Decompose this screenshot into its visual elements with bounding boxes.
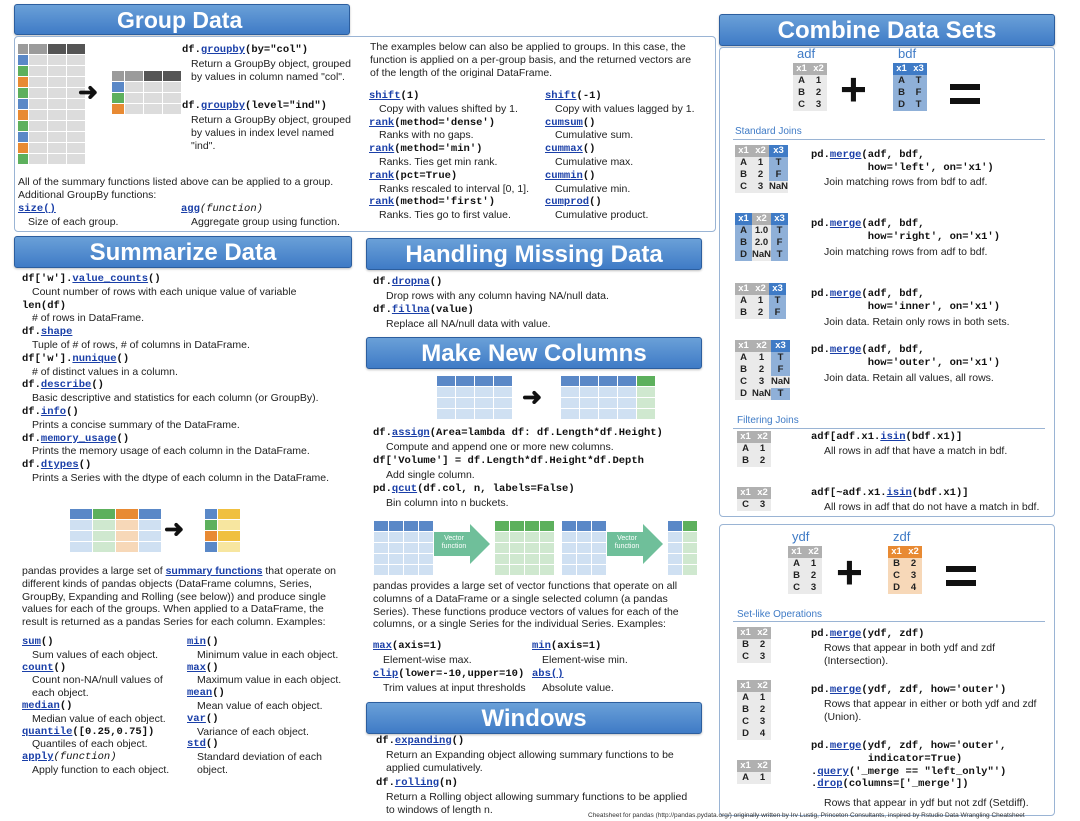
- left-join-table: x1 x2 x3 A 1 T B 2 F C 3 NaN: [735, 145, 788, 193]
- assign-code: df.assign(Area=lambda df: df.Length*df.Height): [373, 427, 663, 439]
- function-desc: Cumulative product.: [555, 209, 649, 222]
- agg-code: agg(function): [181, 203, 263, 215]
- equals-icon: [950, 84, 980, 104]
- min-code: min(axis=1): [532, 640, 602, 652]
- function-desc: Copy with values shifted by 1.: [379, 102, 518, 115]
- function-desc: # of distinct values in a column.: [32, 365, 178, 378]
- outer-join-desc: Join data. Retain all values, all rows.: [824, 372, 994, 384]
- intersection-desc: Rows that appear in both ydf and zdf (Intersection).: [824, 642, 996, 667]
- right-join-code: pd.merge(adf, bdf, how='right', on='x1'): [811, 218, 1001, 243]
- function-code: df.memory_usage(): [22, 432, 130, 445]
- function-code: rank(method='min'): [369, 143, 483, 156]
- function-desc: Apply function to each object.: [32, 763, 170, 776]
- standard-joins-divider: [733, 139, 1045, 140]
- agg-desc: Aggregate group using function.: [191, 216, 340, 228]
- notin-desc: All rows in adf that do not have a match in bdf.: [824, 501, 1040, 513]
- function-code: sum(): [22, 636, 54, 648]
- inner-join-table: x1 x2 x3 A 1 T B 2 F: [735, 283, 786, 319]
- isin-desc: All rows in adf that have a match in bdf.: [824, 445, 1008, 457]
- new-columns-header: Make New Columns: [366, 337, 702, 369]
- zdf-table: x1 x2 B 2 C 3 D 4: [888, 546, 922, 594]
- function-code: var(): [187, 712, 219, 725]
- right-join-table: x1 x2 x3 A 1.0 T B 2.0 F D NaN T: [735, 213, 788, 261]
- function-code: count(): [22, 661, 67, 674]
- combine-header: Combine Data Sets: [719, 14, 1055, 46]
- dropna-code: df.dropna(): [373, 276, 443, 288]
- vector-output-table-2: [668, 521, 697, 575]
- function-desc: Standard deviation of each object.: [197, 751, 322, 776]
- isin-code: adf[adf.x1.isin(bdf.x1)]: [811, 431, 963, 443]
- rolling-desc: Return a Rolling object allowing summary functions to be applied to windows of length n.: [386, 791, 688, 816]
- zdf-label: zdf: [893, 529, 911, 544]
- max-desc: Element-wise max.: [383, 654, 472, 666]
- function-desc: Cumulative max.: [555, 155, 634, 168]
- plus-icon: +: [836, 546, 863, 598]
- function-desc: Cumulative sum.: [555, 129, 634, 142]
- left-join-desc: Join matching rows from bdf to adf.: [824, 176, 988, 188]
- inner-join-code: pd.merge(adf, bdf, how='inner', on='x1'): [811, 288, 1001, 313]
- grouped-table-illustration: [18, 44, 85, 164]
- function-code: std(): [187, 738, 219, 751]
- vector-function-label-2: Vector function: [614, 535, 640, 550]
- function-desc: Median value of each object.: [32, 712, 166, 725]
- function-code: df.dtypes(): [22, 459, 92, 472]
- filtering-joins-label: Filtering Joins: [737, 415, 799, 426]
- ydf-table: x1 x2 A 1 B 2 C 3: [788, 546, 822, 594]
- bdf-label: bdf: [898, 46, 917, 61]
- groupby-level-desc: Return a GroupBy object, grouped by values in index level named "ind".: [191, 114, 351, 152]
- vector-input-column: [562, 521, 606, 575]
- vector-functions-paragraph: pandas provides a large set of vector functions that operate on all columns of a DataFrame or a single selected column (a pandas Series). These functions produce vectors of values for each of the columns, or a single Series for the individual Series. Examples:: [373, 580, 679, 631]
- function-code: rank(method='dense'): [369, 116, 496, 129]
- outer-join-table: x1 x2 x3 A 1 T B 2 F C 3 NaN D NaN T: [735, 340, 790, 400]
- volume-code: df['Volume'] = df.Length*df.Height*df.Depth: [373, 455, 644, 467]
- function-code: quantile([0.25,0.75]): [22, 725, 155, 738]
- adf-label: adf: [797, 46, 816, 61]
- summary-functions-paragraph: pandas provides a large set of summary functions that operate on different kinds of pandas objects (DataFrame columns, Series, GroupBy, Expanding and Rolling (see below)) and produce single values for each of the groups. When applied to a DataFrame, the result is returned as a pandas Series for each column. Examples:: [22, 565, 337, 629]
- summary-functions-link[interactable]: summary functions: [165, 565, 263, 577]
- function-code: rank(pct=True): [369, 169, 458, 182]
- function-code: df.describe(): [22, 379, 104, 392]
- union-desc: Rows that appear in either or both ydf and zdf (Union).: [824, 698, 1037, 723]
- group-data-header: Group Data: [14, 4, 350, 35]
- group-summary-note: All of the summary functions listed above can be applied to a group.: [18, 176, 334, 188]
- min-desc: Element-wise min.: [542, 654, 628, 666]
- function-desc: Minimum value in each object.: [197, 648, 339, 661]
- vector-input-table: [374, 521, 433, 575]
- right-join-desc: Join matching rows from adf to bdf.: [824, 246, 988, 258]
- rolling-code: df.rolling(n): [376, 777, 458, 789]
- fillna-code: df.fillna(value): [373, 304, 474, 316]
- summarize-data-header: Summarize Data: [14, 236, 352, 268]
- summary-right-funcs: [187, 636, 347, 777]
- function-desc: Quantiles of each object.: [32, 738, 148, 751]
- function-desc: Cumulative min.: [555, 182, 631, 195]
- clip-code: clip(lower=-10,upper=10): [373, 668, 525, 680]
- function-desc: Ranks with no gaps.: [379, 129, 474, 142]
- notin-code: adf[~adf.x1.isin(bdf.x1)]: [811, 487, 969, 499]
- expanding-code: df.expanding(): [376, 735, 465, 747]
- group-additional: Additional GroupBy functions:: [18, 189, 157, 201]
- vector-output-table-1: [495, 521, 554, 575]
- function-code: cumsum(): [545, 116, 596, 129]
- abs-code: abs(): [532, 668, 564, 680]
- arrow-right-icon: ➜: [522, 384, 543, 411]
- volume-desc: Add single column.: [386, 469, 475, 481]
- notin-table: x1 x2 C 3: [737, 487, 771, 511]
- function-code: df['w'].nunique(): [22, 352, 130, 365]
- groupby-col-desc: Return a GroupBy object, grouped by values in column named "col".: [191, 58, 351, 83]
- intersection-code: pd.merge(ydf, zdf): [811, 628, 925, 640]
- isin-table: x1 x2 A 1 B 2: [737, 431, 771, 467]
- setdiff-desc: Rows that appear in ydf but not zdf (Setdiff).: [824, 797, 1029, 809]
- function-desc: Prints a Series with the dtype of each column in the DataFrame.: [32, 471, 330, 484]
- function-desc: # of rows in DataFrame.: [32, 312, 145, 325]
- function-desc: Tuple of # of rows, # of columns in DataFrame.: [32, 338, 250, 351]
- function-code: cummin(): [545, 169, 596, 182]
- function-code: max(): [187, 661, 219, 674]
- footer-credit: Cheatsheet for pandas (http://pandas.pydata.org/) originally written by Irv Lustig, Princeton Consultants, inspired by Rstudio Data Wrangling Cheatsheet: [588, 812, 1025, 819]
- group-left-funcs: [369, 90, 544, 223]
- new-columns-after-illustration: [561, 376, 655, 419]
- group-right-funcs: [545, 90, 710, 223]
- arrow-right-icon: ➜: [78, 79, 99, 106]
- function-code: rank(method='first'): [369, 196, 496, 209]
- missing-data-header: Handling Missing Data: [366, 238, 702, 270]
- function-code: df.shape: [22, 326, 73, 339]
- inner-join-desc: Join data. Retain only rows in both sets.: [824, 316, 1010, 328]
- function-desc: Ranks. Ties go to first value.: [379, 209, 511, 222]
- expanding-desc: Return an Expanding object allowing summary functions to be applied cumulatively.: [386, 749, 674, 774]
- filtering-joins-divider: [733, 428, 1045, 429]
- adf-table: x1 x2 A 1 B 2 C 3: [793, 63, 827, 111]
- group-intro: The examples below can also be applied to groups. In this case, the function is applied on a per-group basis, and the returned vectors are of the length of the original DataFrame.: [370, 41, 692, 79]
- function-desc: Basic descriptive and statistics for each column (or GroupBy).: [32, 392, 319, 405]
- function-desc: Maximum value in each object.: [197, 674, 342, 687]
- function-desc: Prints a concise summary of the DataFrame.: [32, 418, 240, 431]
- set-like-label: Set-like Operations: [737, 609, 823, 620]
- function-code: shift(1): [369, 90, 420, 102]
- setdiff-table: x1 x2 A 1: [737, 760, 771, 784]
- function-desc: Prints the memory usage of each column in the DataFrame.: [32, 445, 310, 458]
- summarize-items: [22, 273, 362, 486]
- equals-icon: [946, 566, 976, 586]
- function-code: df['w'].value_counts(): [22, 273, 161, 285]
- function-desc: Variance of each object.: [197, 725, 309, 738]
- clip-desc: Trim values at input thresholds: [383, 682, 526, 694]
- plus-icon: +: [840, 63, 867, 115]
- function-code: cumprod(): [545, 196, 602, 209]
- fillna-desc: Replace all NA/null data with value.: [386, 318, 551, 330]
- function-desc: Count number of rows with each unique value of variable: [32, 285, 297, 298]
- new-columns-before-illustration: [437, 376, 512, 419]
- grouped-result-illustration: [112, 71, 181, 114]
- outer-join-code: pd.merge(adf, bdf, how='outer', on='x1'): [811, 344, 1001, 369]
- union-table: x1 x2 A 1 B 2 C 3 D 4: [737, 680, 771, 740]
- vector-function-label-1: Vector function: [441, 535, 467, 550]
- assign-desc: Compute and append one or more new columns.: [386, 441, 614, 453]
- arrow-right-icon: ➜: [164, 516, 185, 543]
- union-code: pd.merge(ydf, zdf, how='outer'): [811, 684, 1007, 696]
- summary-table-illustration: [70, 509, 161, 552]
- left-join-code: pd.merge(adf, bdf, how='left', on='x1'): [811, 149, 994, 174]
- groupby-col-code: df.groupby(by="col"): [182, 44, 309, 56]
- function-desc: Ranks rescaled to interval [0, 1].: [379, 182, 529, 195]
- function-desc: Ranks. Ties get min rank.: [379, 155, 498, 168]
- intersection-table: x1 x2 B 2 C 3: [737, 627, 771, 663]
- function-code: len(df): [22, 299, 67, 312]
- summary-left-funcs: [22, 636, 187, 777]
- qcut-desc: Bin column into n buckets.: [386, 497, 509, 509]
- summary-result-illustration: [205, 509, 240, 552]
- ydf-label: ydf: [792, 529, 810, 544]
- function-code: df.info(): [22, 405, 79, 418]
- windows-header: Windows: [366, 702, 702, 734]
- abs-desc: Absolute value.: [542, 682, 614, 694]
- function-code: shift(-1): [545, 90, 602, 102]
- function-code: median(): [22, 699, 73, 712]
- function-desc: Mean value of each object.: [197, 699, 323, 712]
- function-desc: Sum values of each object.: [32, 648, 159, 661]
- qcut-code: pd.qcut(df.col, n, labels=False): [373, 483, 575, 495]
- dropna-desc: Drop rows with any column having NA/null data.: [386, 290, 609, 302]
- function-desc: Count non-NA/null values of each object.: [32, 674, 163, 700]
- max-code: max(axis=1): [373, 640, 443, 652]
- bdf-table: x1 x3 A T B F D T: [893, 63, 927, 111]
- setdiff-code: pd.merge(ydf, zdf, how='outer', indicator=True) .query('_merge == "left_only"') .drop(columns=['_merge']): [811, 740, 1007, 791]
- groupby-level-code: df.groupby(level="ind"): [182, 100, 327, 112]
- size-desc: Size of each group.: [28, 216, 119, 228]
- function-code: cummax(): [545, 143, 596, 156]
- function-desc: Copy with values lagged by 1.: [555, 102, 695, 115]
- function-code: apply(function): [22, 751, 117, 764]
- set-like-divider: [733, 621, 1045, 622]
- function-code: mean(): [187, 687, 225, 700]
- function-code: min(): [187, 636, 219, 648]
- standard-joins-label: Standard Joins: [735, 126, 802, 137]
- size-code: size(): [18, 203, 56, 215]
